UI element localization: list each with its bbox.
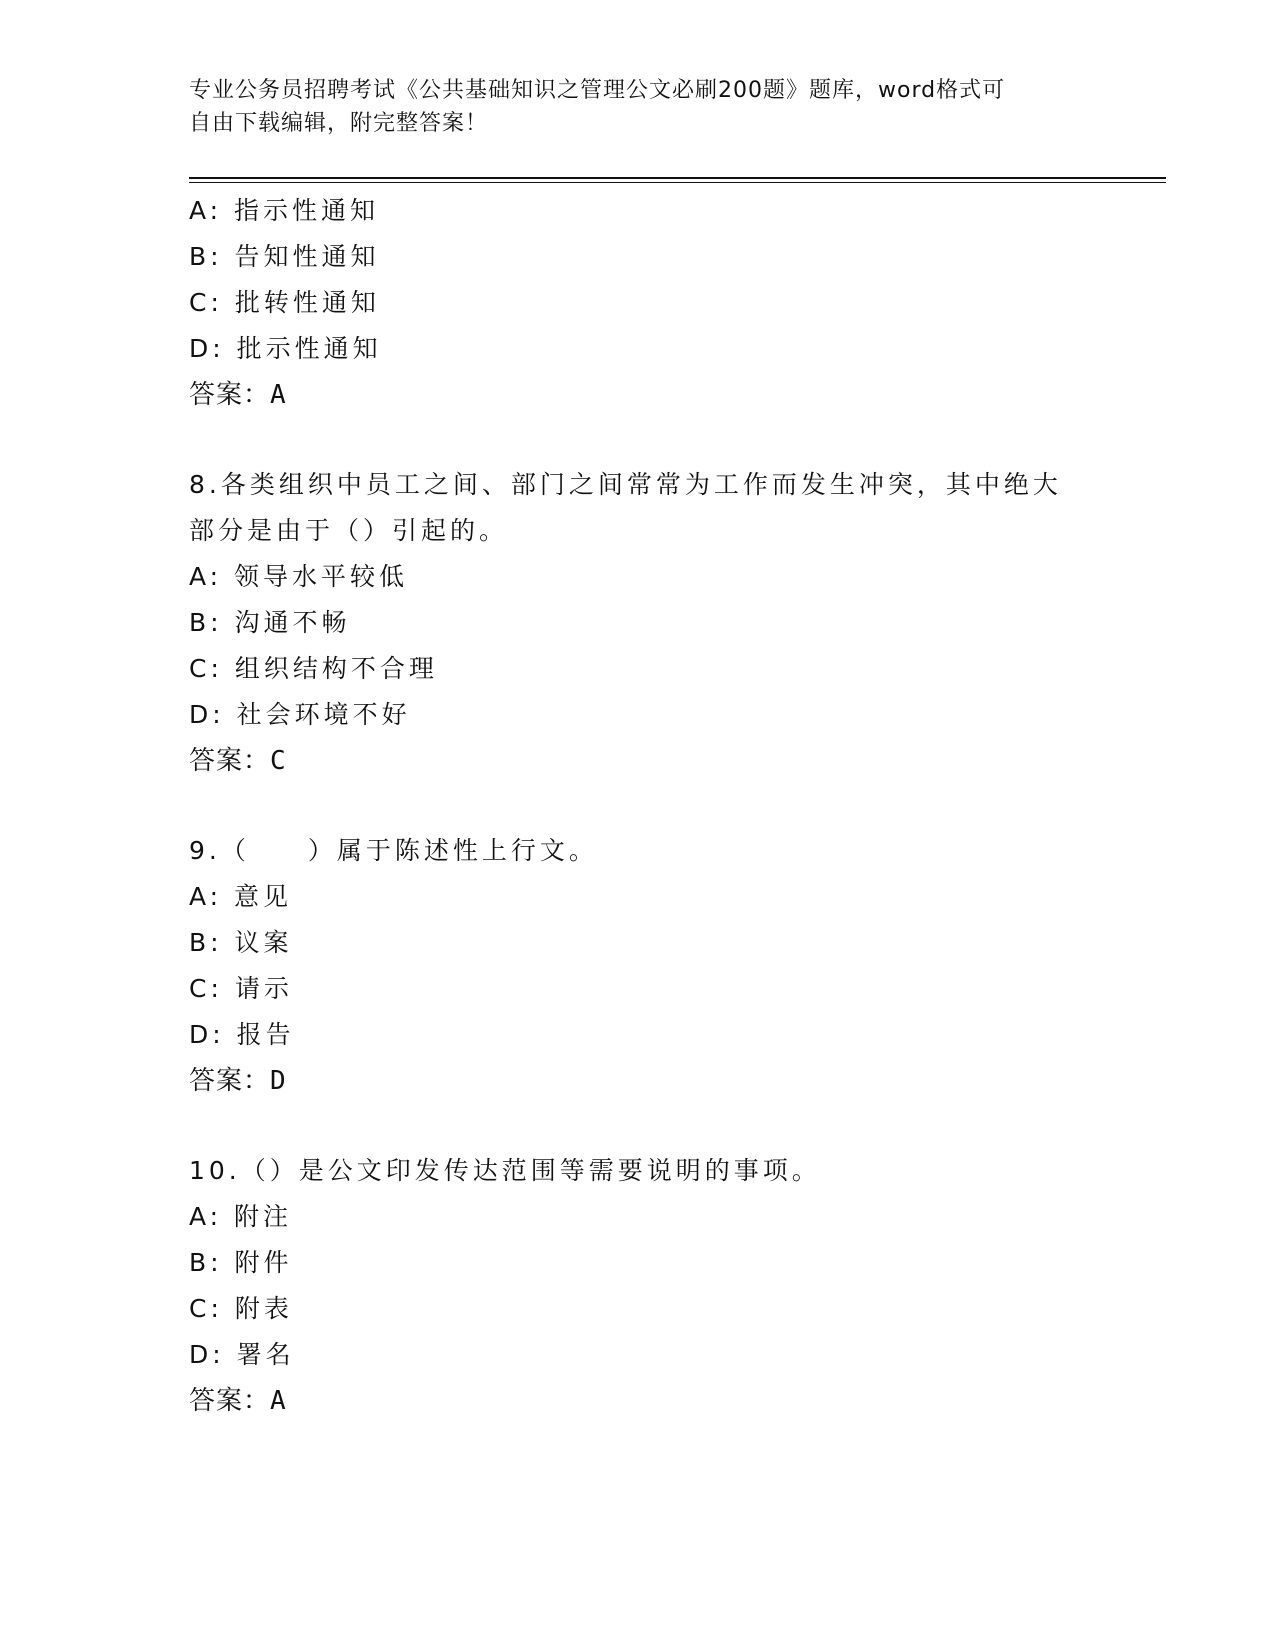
option-b: B: 议案 <box>189 928 293 957</box>
question-stem-line-1: 8.各类组织中员工之间、部门之间常常为工作而发生冲突，其中绝大 <box>189 470 1062 499</box>
header-line-2: 自由下载编辑，附完整答案！ <box>189 111 489 136</box>
option-c: C: 附表 <box>189 1294 293 1323</box>
answer-value: A <box>270 1386 287 1416</box>
answer-line: 答案：A <box>189 380 287 410</box>
document-header <box>189 74 1069 140</box>
option-a: A: 附注 <box>189 1202 293 1231</box>
option-c: C: 组织结构不合理 <box>189 654 438 683</box>
option-d: D: 署名 <box>189 1340 295 1369</box>
header-line-1: 专业公务员招聘考试《公共基础知识之管理公文必刷200题》题库，word格式可 <box>189 78 1006 103</box>
header-divider-thin <box>189 182 1166 183</box>
question-list <box>189 188 1139 1424</box>
option-d: D: 社会环境不好 <box>189 700 411 729</box>
question-block-10 <box>189 1148 1139 1424</box>
option-b: B: 沟通不畅 <box>189 608 351 637</box>
answer-line: 答案：D <box>189 1066 287 1096</box>
answer-value: A <box>270 380 287 410</box>
option-b: B: 告知性通知 <box>189 242 380 271</box>
question-block-9 <box>189 828 1139 1104</box>
option-c: C: 批转性通知 <box>189 288 380 317</box>
answer-line: 答案：A <box>189 1386 287 1416</box>
option-b: B: 附件 <box>189 1248 293 1277</box>
answer-value: C <box>270 746 287 776</box>
option-a: A: 指示性通知 <box>189 196 380 225</box>
option-d: D: 批示性通知 <box>189 334 382 363</box>
question-block-8 <box>189 462 1139 784</box>
question-stem-line-1: 9.（ ）属于陈述性上行文。 <box>189 836 598 865</box>
answer-line: 答案：C <box>189 746 287 776</box>
answer-value: D <box>270 1066 287 1096</box>
option-a: A: 意见 <box>189 882 293 911</box>
option-a: A: 领导水平较低 <box>189 562 409 591</box>
option-c: C: 请示 <box>189 974 293 1003</box>
header-divider-thick <box>189 177 1166 179</box>
question-stem-line-2: 部分是由于（）引起的。 <box>189 516 509 545</box>
question-block-7 <box>189 188 1139 418</box>
question-stem-line-1: 10.（）是公文印发传达范围等需要说明的事项。 <box>189 1156 821 1185</box>
option-d: D: 报告 <box>189 1020 295 1049</box>
